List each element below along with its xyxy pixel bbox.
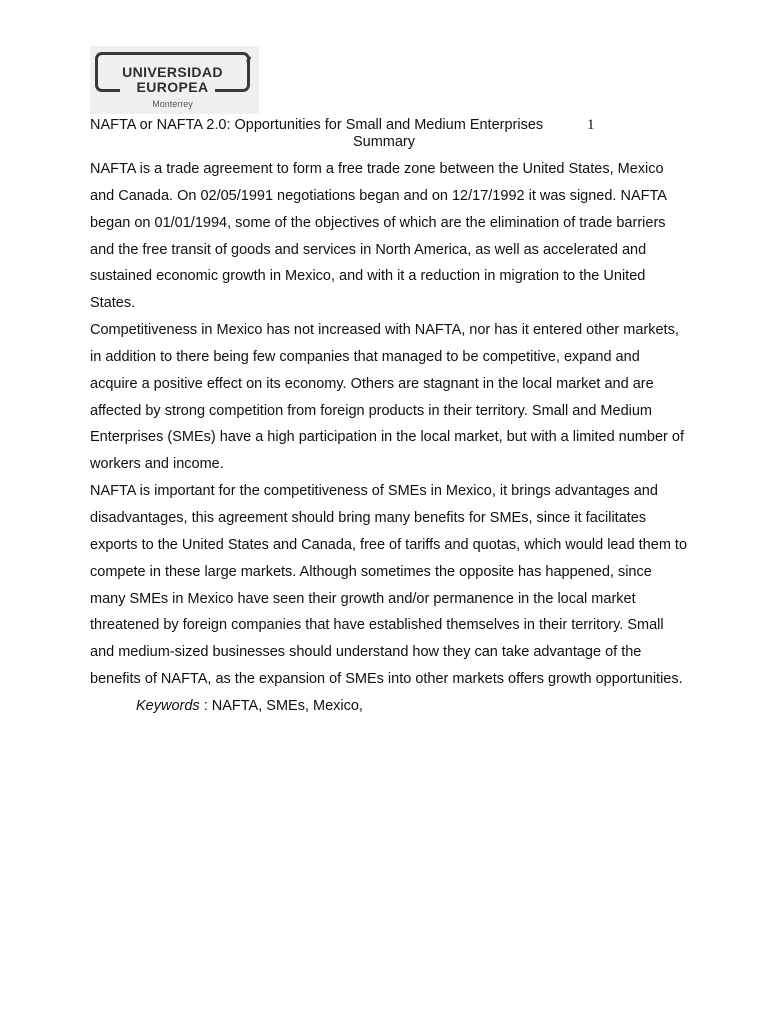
page-number: 1 xyxy=(587,117,595,133)
running-head-title: NAFTA or NAFTA 2.0: Opportunities for Small and Medium Enterprises xyxy=(90,117,544,133)
university-logo xyxy=(90,46,259,114)
summary-heading: Summary xyxy=(352,134,416,150)
keywords-line xyxy=(90,693,690,720)
paragraph-2: Competitiveness in Mexico has not increased with NAFTA, nor has it entered other markets, in addition to there being few companies that managed to be competitive, expand and acquire a positive effect on its economy. Others are stagnant in the local market and are affected by strong competition from foreign products in their territory. Small and Medium Enterprises (SMEs) have a high participation in the local market, but with a limited number of workers and income. xyxy=(90,322,684,473)
arrow-icon: ↗ xyxy=(244,54,252,64)
keywords-value: : NAFTA, SMEs, Mexico, xyxy=(199,697,363,714)
paragraph-1: NAFTA is a trade agreement to form a free trade zone between the United States, Mexico and Canada. On 02/05/1991 negotiations began and on 12/17/1992 it was signed. NAFTA began on 01/01/1994, some of the objectives of which are the elimination of trade barriers and the free transit of goods and services in North America, as well as accelerated and sustained economic growth in Mexico, and with it a reduction in migration to the United States. xyxy=(90,161,667,312)
logo-text-line1: UNIVERSIDAD xyxy=(122,64,223,80)
keywords-label: Keywords xyxy=(136,697,200,714)
summary-body xyxy=(90,156,690,720)
paragraph-3: NAFTA is important for the competitiveness of SMEs in Mexico, it brings advantages and disadvantages, this agreement should bring many benefits for SMEs, since it facilitates exports to the United States and Canada, free of tariffs and quotas, which would lead them to compete in these large markets. Although sometimes the opposite has happened, since many SMEs in Mexico have seen their growth and/or permanence in the local market threatened by foreign companies that have established themselves in their territory. Small and medium-sized businesses should understand how they can take advantage of the benefits of NAFTA, as the expansion of SMEs into other markets offers growth opportunities. xyxy=(90,483,688,688)
logo-text-line2: EUROPEA xyxy=(136,79,209,95)
logo-text-line3: Monterrey xyxy=(152,99,193,109)
